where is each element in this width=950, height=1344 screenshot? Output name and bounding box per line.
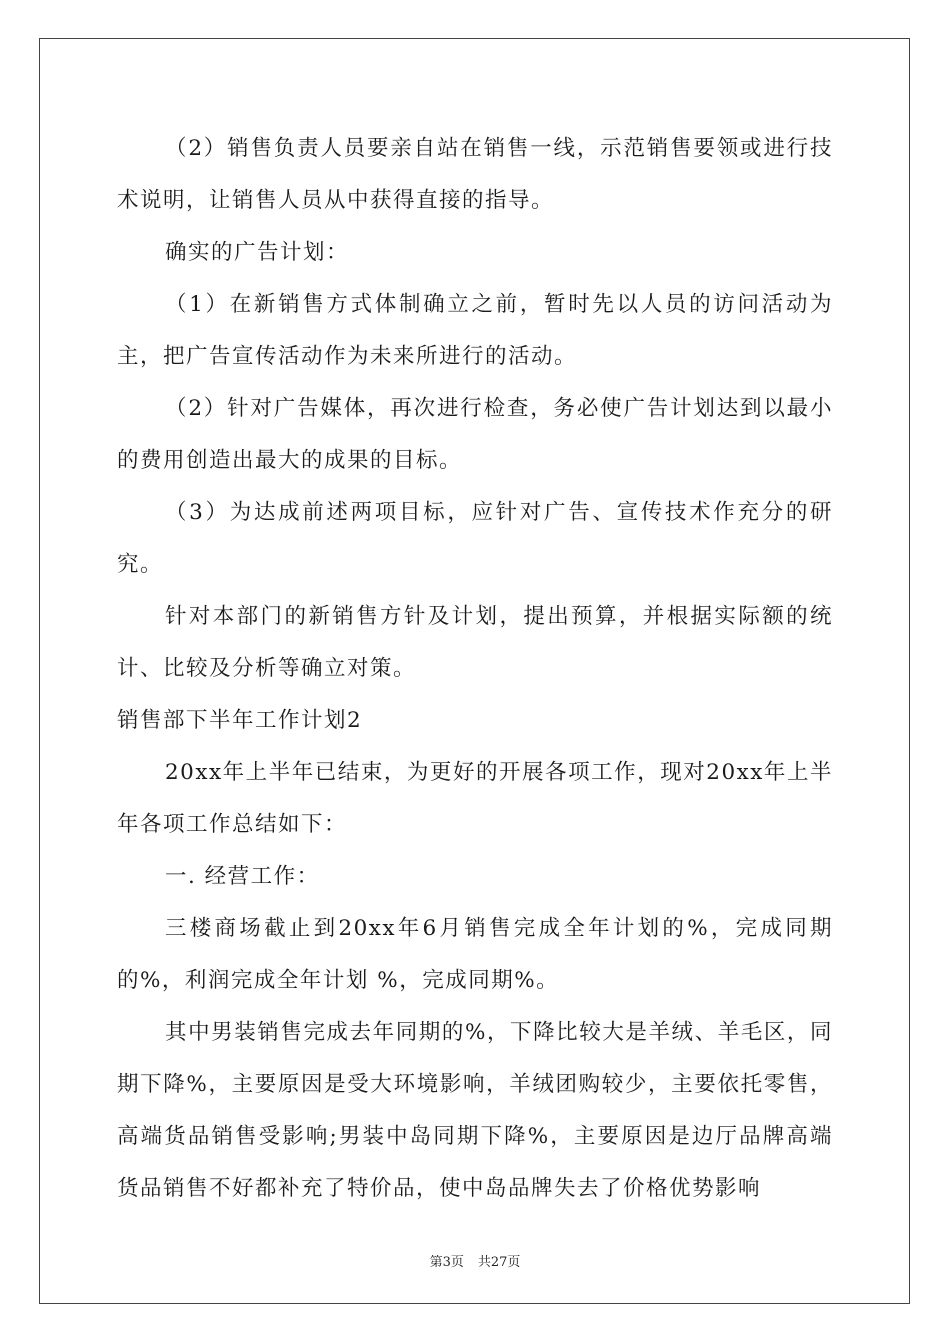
paragraph: 20xx年上半年已结束，为更好的开展各项工作，现对20xx年上半年各项工作总结如下： xyxy=(117,760,833,837)
section-heading: 销售部下半年工作计划2 xyxy=(117,708,363,733)
paragraph: （2）销售负责人员要亲自站在销售一线，示范销售要领或进行技术说明，让销售人员从中获得直接的指导。 xyxy=(117,136,833,213)
document-body xyxy=(117,123,833,1215)
page-total: 共27页 xyxy=(477,1255,521,1270)
page-number: 第3页 xyxy=(429,1255,464,1270)
paragraph: 一. 经营工作： xyxy=(165,864,320,889)
paragraph: 针对本部门的新销售方针及计划，提出预算，并根据实际额的统计、比较及分析等确立对策。 xyxy=(117,604,833,681)
paragraph: （1）在新销售方式体制确立之前，暂时先以人员的访问活动为主，把广告宣传活动作为未来所进行的活动。 xyxy=(117,292,833,369)
paragraph: 确实的广告计划： xyxy=(165,240,350,265)
page-footer xyxy=(0,1251,950,1270)
paragraph: 三楼商场截止到20xx年6月销售完成全年计划的%，完成同期的%，利润完成全年计划 %，完成同期%。 xyxy=(117,916,833,993)
paragraph: （2）针对广告媒体，再次进行检查，务必使广告计划达到以最小的费用创造出最大的成果的目标。 xyxy=(117,396,833,473)
paragraph: （3）为达成前述两项目标，应针对广告、宣传技术作充分的研究。 xyxy=(117,500,833,577)
paragraph: 其中男装销售完成去年同期的%，下降比较大是羊绒、羊毛区，同期下降%，主要原因是受大环境影响，羊绒团购较少，主要依托零售，高端货品销售受影响;男装中岛同期下降%，主要原因是边厅品牌高端货品销售不好都补充了特价品，使中岛品牌失去了价格优势影响 xyxy=(117,1020,833,1201)
